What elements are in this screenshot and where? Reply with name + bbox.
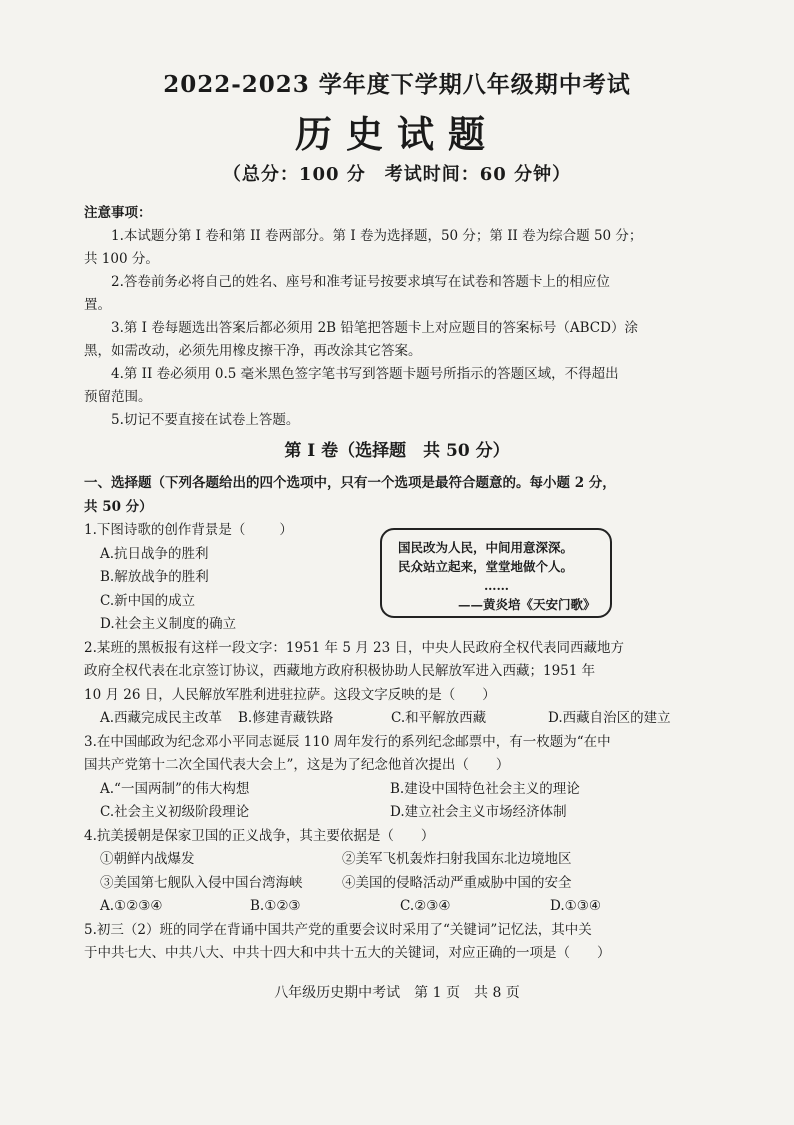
q5-stem-line: 5.初三（2）班的同学在背诵中国共产党的重要会议时采用了“关键词”记忆法，其中关 [84,921,592,938]
q4-statement-1: ①朝鲜内战爆发 [100,851,195,867]
q2-stem-line: 2.某班的黑板报有这样一段文字：1951 年 5 月 23 日，中央人民政府全权代表同西藏地方 [84,639,624,656]
note-line: 黑，如需改动，必须先用橡皮擦干净，再改涂其它答案。 [84,343,422,359]
q4-statements-row1 [84,848,714,872]
q1-option-b: B.解放战争的胜利 [100,569,209,585]
q3-option-b: B.建设中国特色社会主义的理论 [390,780,580,797]
q4-option-c: C.②③④ [400,898,451,914]
q2-stem-line: 10 月 26 日，人民解放军胜利进驻拉萨。这段文字反映的是（ ） [84,686,496,703]
question-4 [84,825,714,919]
q3-option-a: A.“一国两制”的伟大构想 [100,780,250,797]
q3-options-row2 [84,801,714,825]
q2-option-c: C.和平解放西藏 [391,710,487,726]
q2-stem-line: 政府全权代表在北京签订协议，西藏地方政府积极协助人民解放军进入西藏；1951 年 [84,663,596,679]
q3-option-c: C.社会主义初级阶段理论 [100,804,250,820]
q1-stem: 1.下图诗歌的创作背景是（ [84,522,246,538]
q4-options [84,895,714,919]
note-line: 5.切记不要直接在试卷上答题。 [111,412,300,428]
q1-option-d: D.社会主义制度的确立 [100,616,237,632]
exam-info: （总分：100 分 考试时间：60 分钟） [222,164,572,185]
notes-heading: 注意事项： [84,205,152,221]
q1-close: ） [279,522,293,538]
exam-title: 2022-2023 学年度下学期八年级期中考试 [163,71,631,98]
q4-statement-4: ④美国的侵略活动严重威胁中国的安全 [342,874,572,891]
poem-source: ——黄炎培《天安门歌》 [458,597,596,612]
q2-options [84,707,714,731]
subject-title: 历史试题 [295,112,499,156]
note-line: 2.答卷前务必将自己的姓名、座号和准考证号按要求填写在试卷和答题卡上的相应位 [111,274,610,290]
q3-options-row1 [84,778,714,802]
q4-statements-row2 [84,872,714,896]
q2-option-b: B.修建青藏铁路 [238,710,334,726]
note-line: 3.第 I 卷每题选出答案后都必须用 2B 铅笔把答题卡上对应题目的答案标号（ABCD）涂 [111,320,638,336]
note-line: 置。 [84,297,111,313]
q1-option-c: C.新中国的成立 [100,592,196,609]
question-2 [84,637,714,731]
q3-option-d: D.建立社会主义市场经济体制 [390,804,567,820]
note-line: 预留范围。 [84,389,152,405]
part-one-heading-cont: 共 50 分） [84,498,153,515]
q5-stem-line: 于中共七大、中共八大、中共十四大和中共十五大的关键词，对应正确的一项是（ ） [84,945,611,961]
q4-option-a: A.①②③④ [100,898,163,914]
q2-option-d: D.西藏自治区的建立 [548,710,671,726]
q4-option-b: B.①②③ [250,898,301,914]
note-line: 1.本试题分第 I 卷和第 II 卷两部分。第 I 卷为选择题，50 分；第 II 卷为综合题 50 分； [111,228,643,244]
q3-stem-line: 国共产党第十二次全国代表大会上”，这是为了纪念他首次提出（ ） [84,757,510,773]
q3-stem-line: 3.在中国邮政为纪念邓小平同志诞辰 110 周年发行的系列纪念邮票中，有一枚题为“在中 [84,733,611,750]
q4-stem: 4.抗美援朝是保家卫国的正义战争，其主要依据是（ ） [84,827,435,844]
note-line: 4.第 II 卷必须用 0.5 毫米黑色签字笔书写到答题卡题号所指示的答题区域，不得超出 [111,366,619,382]
question-5 [84,919,714,966]
note-line: 共 100 分。 [84,251,159,267]
section-title: 第 I 卷（选择题 共 50 分） [284,441,510,461]
q4-statement-2: ②美军飞机轰炸扫射我国东北边境地区 [342,851,572,867]
q4-statement-3: ③美国第七舰队入侵中国台湾海峡 [100,874,303,891]
poem-line-2: 民众站立起来，堂堂地做个人。 [398,559,574,574]
poem-ellipsis: …… [484,578,509,593]
part-one-heading: 一、选择题（下列各题给出的四个选项中，只有一个选项是最符合题意的。每小题 2 分， [84,475,616,491]
poem-box [380,528,612,618]
notes-section [84,202,704,432]
q2-option-a: A.西藏完成民主改革 [100,710,223,726]
question-3 [84,731,714,825]
q1-option-a: A.抗日战争的胜利 [100,545,209,562]
page-footer: 八年级历史期中考试 第 1 页 共 8 页 [274,985,520,1001]
q4-option-d: D.①③④ [550,898,601,914]
poem-line-1: 国民改为人民，中间用意深深。 [398,540,574,555]
